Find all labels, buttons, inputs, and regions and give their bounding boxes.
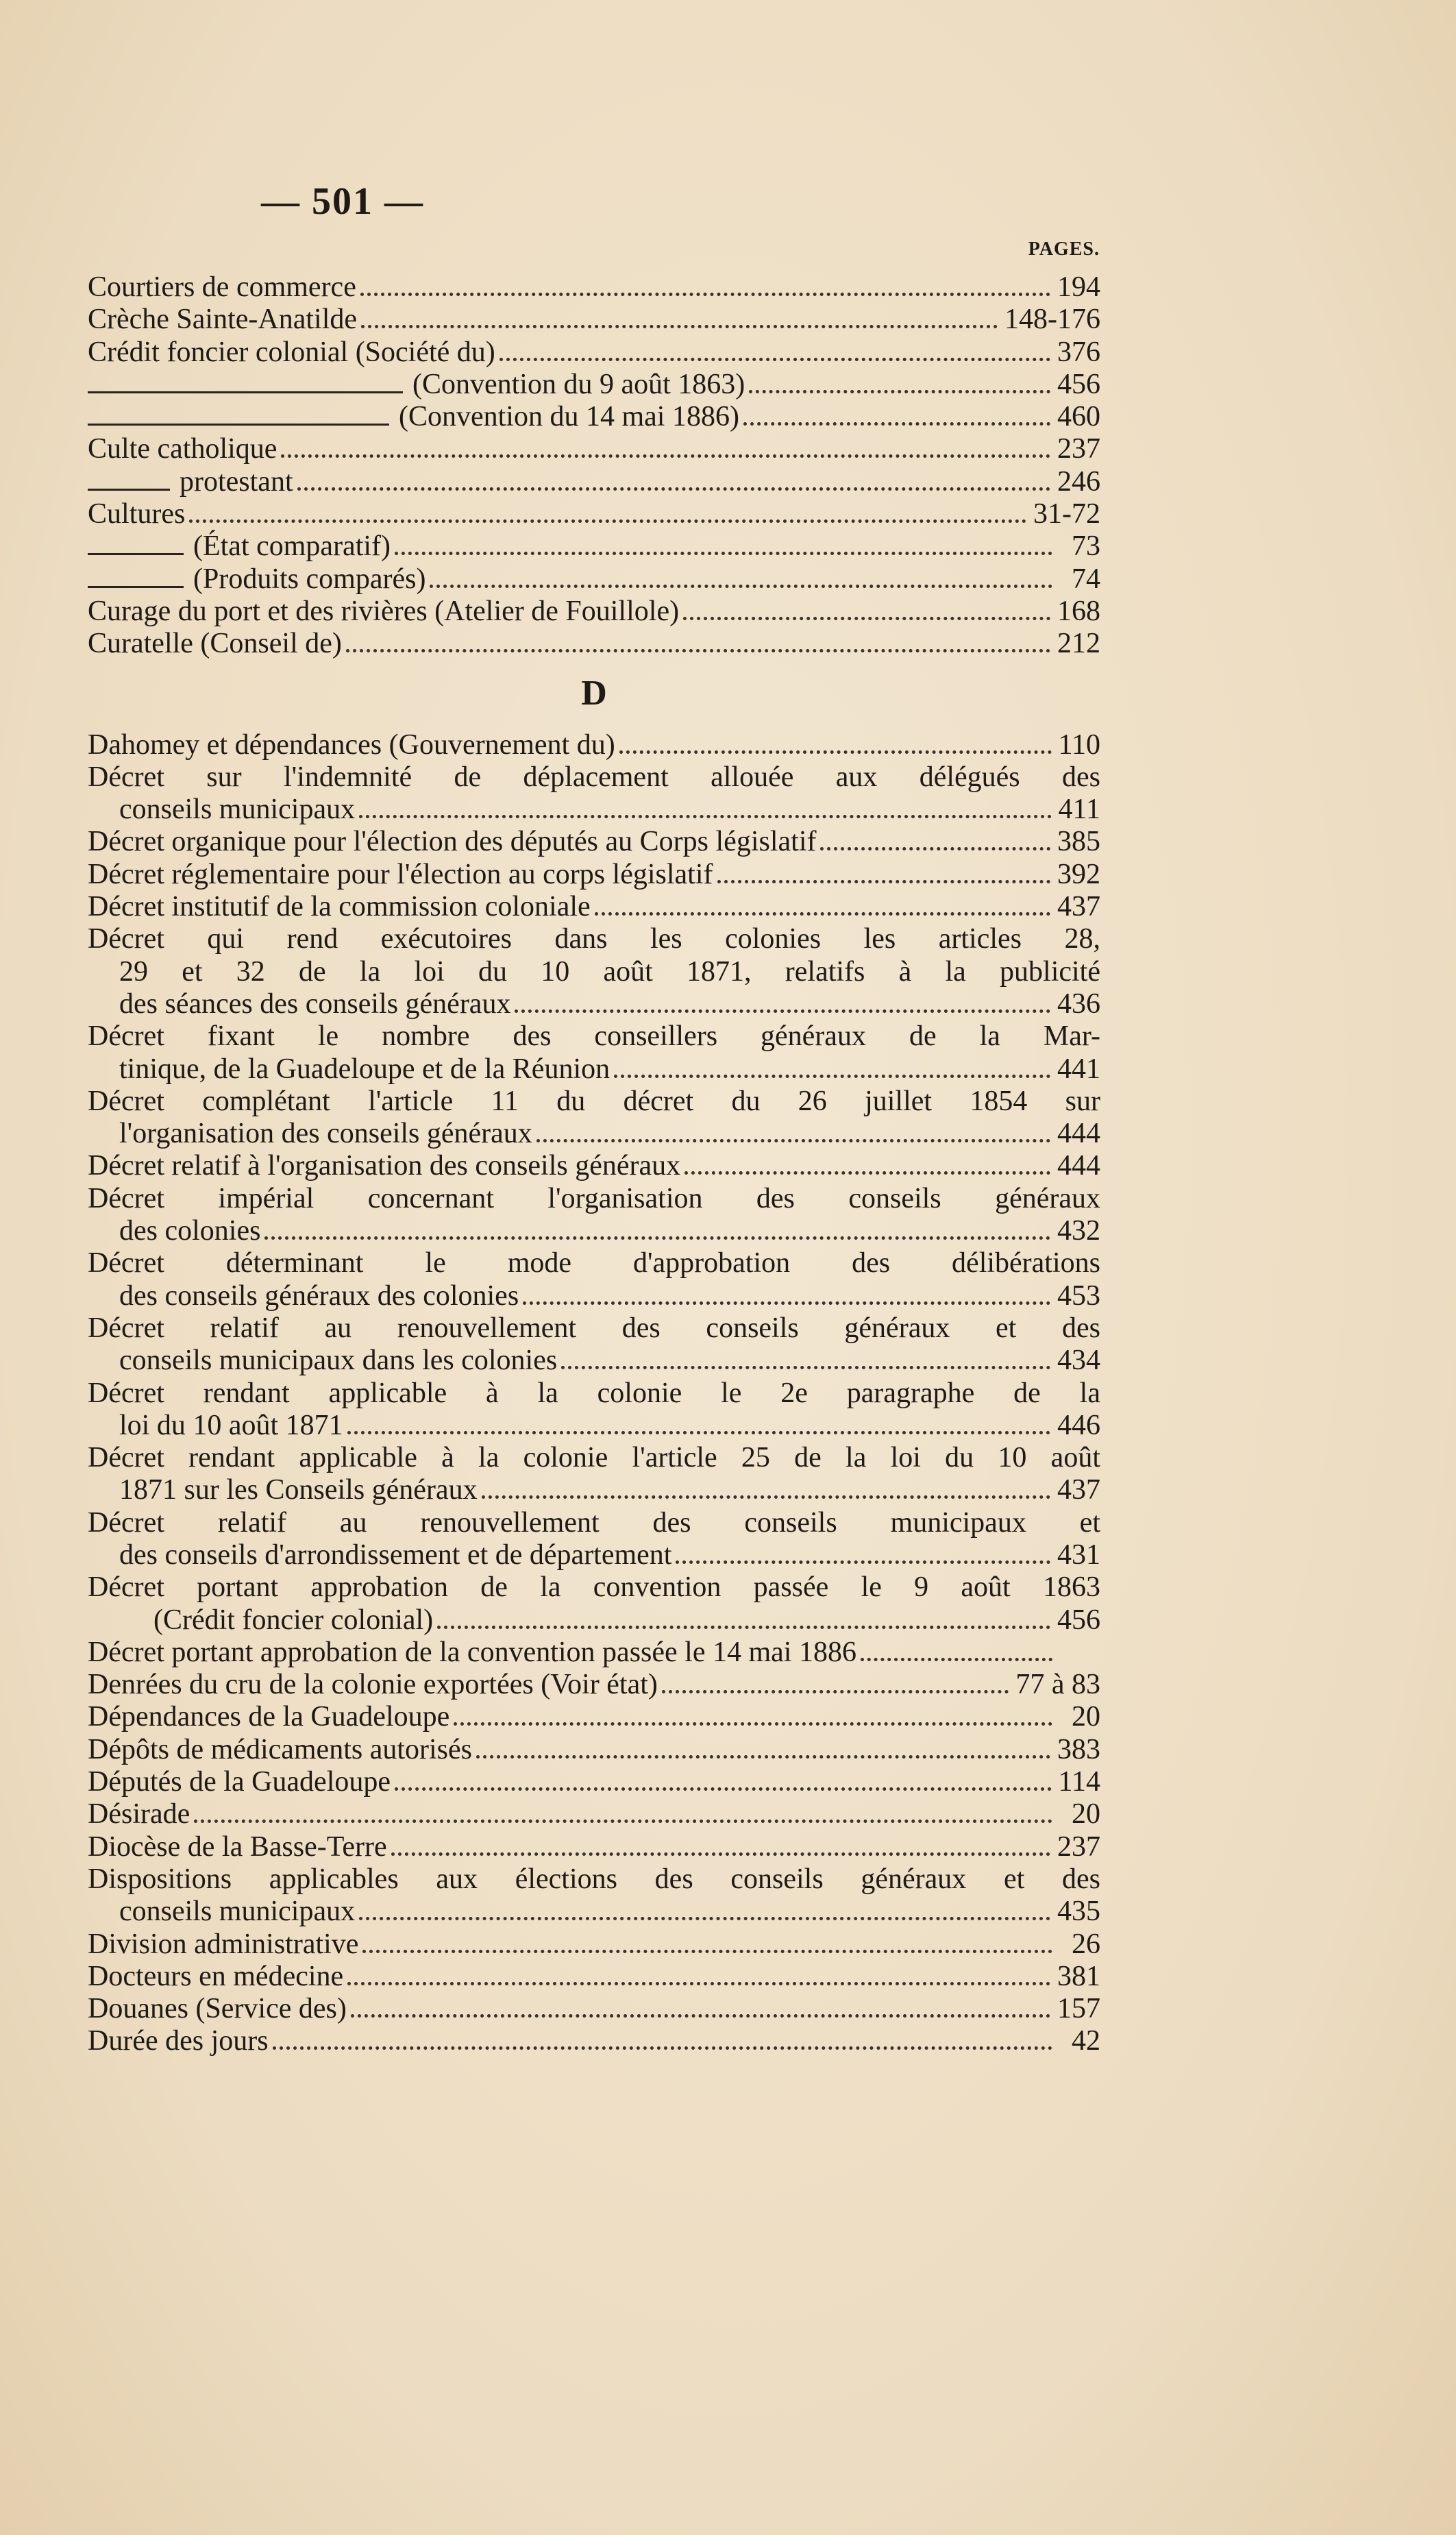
index-entry-line: Décret déterminant le mode d'approbation des délibérations [88, 1247, 1100, 1279]
index-entry: Diocèse de la Basse-Terre 237 [88, 1830, 1100, 1863]
index-entry-line: 29 et 32 de la loi du 10 août 1871, relatifs à la publicité [119, 955, 1100, 988]
index-entry-line: conseils municipaux dans les colonies 434 [119, 1345, 1100, 1377]
page-number: — 501 — [261, 180, 424, 223]
index-entry-line: des conseils d'arrondissement et de département 431 [119, 1539, 1100, 1571]
index-entry-line: Décret fixant le nombre des conseillers généraux de la Mar- [88, 1020, 1100, 1053]
index-entry-line: Décret qui rend exécutoires dans les colonies les articles 28, [88, 923, 1100, 955]
pages-column-heading: PAGES. [1028, 238, 1100, 260]
index-entry: Douanes (Service des) 157 [88, 1993, 1100, 2025]
index-entry-line: Décret complétant l'article 11 du décret du 26 juillet 1854 sur [88, 1085, 1100, 1117]
index-entry: Denrées du cru de la colonie exportées (Voir état) 77 à 83 [88, 1669, 1100, 1701]
index-entry: Durée des jours 42 [88, 2025, 1100, 2057]
index-entry-line: Décret relatif au renouvellement des conseils généraux et des [88, 1312, 1100, 1344]
index-entry-line: l'organisation des conseils généraux 444 [119, 1118, 1100, 1150]
index-entry-line: Décret rendant applicable à la colonie le 2e paragraphe de la [88, 1377, 1100, 1409]
index-entry: Crédit foncier colonial (Société du) 376 [88, 336, 1100, 368]
index-entry: Dépendances de la Guadeloupe 20 [88, 1701, 1100, 1733]
index-entry: Décret relatif à l'organisation des conseils généraux 444 [88, 1150, 1100, 1182]
index-entry-line: (Crédit foncier colonial) 456 [153, 1604, 1100, 1636]
index-entry: Division administrative 26 [88, 1928, 1100, 1960]
index-entry: Culte catholique 237 [88, 433, 1100, 465]
index-entry-line: Décret relatif au renouvellement des conseils municipaux et [88, 1506, 1100, 1539]
index-entry: Crèche Sainte-Anatilde 148-176 [88, 304, 1100, 336]
index-entry: Docteurs en médecine 381 [88, 1960, 1100, 1992]
index-entry-line: conseils municipaux 435 [119, 1896, 1100, 1928]
index-entry-line: des colonies 432 [119, 1215, 1100, 1247]
index-entry-line: 1871 sur les Conseils généraux 437 [119, 1474, 1100, 1506]
index-entry: Députés de la Guadeloupe 114 [88, 1766, 1100, 1798]
index-entry-line: tinique, de la Guadeloupe et de la Réunion 441 [119, 1053, 1100, 1085]
index-entry-line: loi du 10 août 1871 446 [119, 1409, 1100, 1441]
index-entry: Décret institutif de la commission coloniale 437 [88, 891, 1100, 923]
index-entry-line: Décret rendant applicable à la colonie l'article 25 de la loi du 10 août [88, 1442, 1100, 1474]
index-entry-line: Dispositions applicables aux élections des conseils généraux et des [88, 1863, 1100, 1895]
index-entry: Dahomey et dépendances (Gouvernement du) 110 [88, 728, 1100, 761]
index-entry: Désirade 20 [88, 1798, 1100, 1830]
index-entry-line: conseils municipaux 411 [119, 794, 1100, 826]
index-subentry: (État comparatif) 73 [88, 530, 1100, 563]
index-subentry: protestant 246 [88, 466, 1100, 498]
index-subentry: (Convention du 14 mai 1886) 460 [88, 401, 1100, 433]
index-subentry: (Convention du 9 août 1863) 456 [88, 369, 1100, 401]
index-entry: Curage du port et des rivières (Atelier de Fouillole) 168 [88, 595, 1100, 627]
index-entry: Cultures 31-72 [88, 498, 1100, 530]
index-entry: Décret portant approbation de la convention passée le 14 mai 1886 [88, 1637, 1100, 1669]
index-entry-line: Décret portant approbation de la convention passée le 9 août 1863 [88, 1571, 1100, 1604]
section-letter: D [581, 673, 607, 713]
index-entry-line: Décret sur l'indemnité de déplacement allouée aux délégués des [88, 761, 1100, 793]
index-entry: Courtiers de commerce 194 [88, 271, 1100, 303]
index-entry-line: des séances des conseils généraux 436 [119, 988, 1100, 1020]
index-entry: Décret organique pour l'élection des députés au Corps législatif 385 [88, 826, 1100, 858]
index-list [88, 271, 1100, 2058]
index-entry: Dépôts de médicaments autorisés 383 [88, 1733, 1100, 1765]
index-entry-line: Décret impérial concernant l'organisation des conseils généraux [88, 1182, 1100, 1214]
index-entry: Décret réglementaire pour l'élection au corps législatif 392 [88, 858, 1100, 890]
index-subentry: (Produits comparés) 74 [88, 563, 1100, 596]
index-entry-line: des conseils généraux des colonies 453 [119, 1279, 1100, 1312]
index-entry: Curatelle (Conseil de) 212 [88, 628, 1100, 660]
